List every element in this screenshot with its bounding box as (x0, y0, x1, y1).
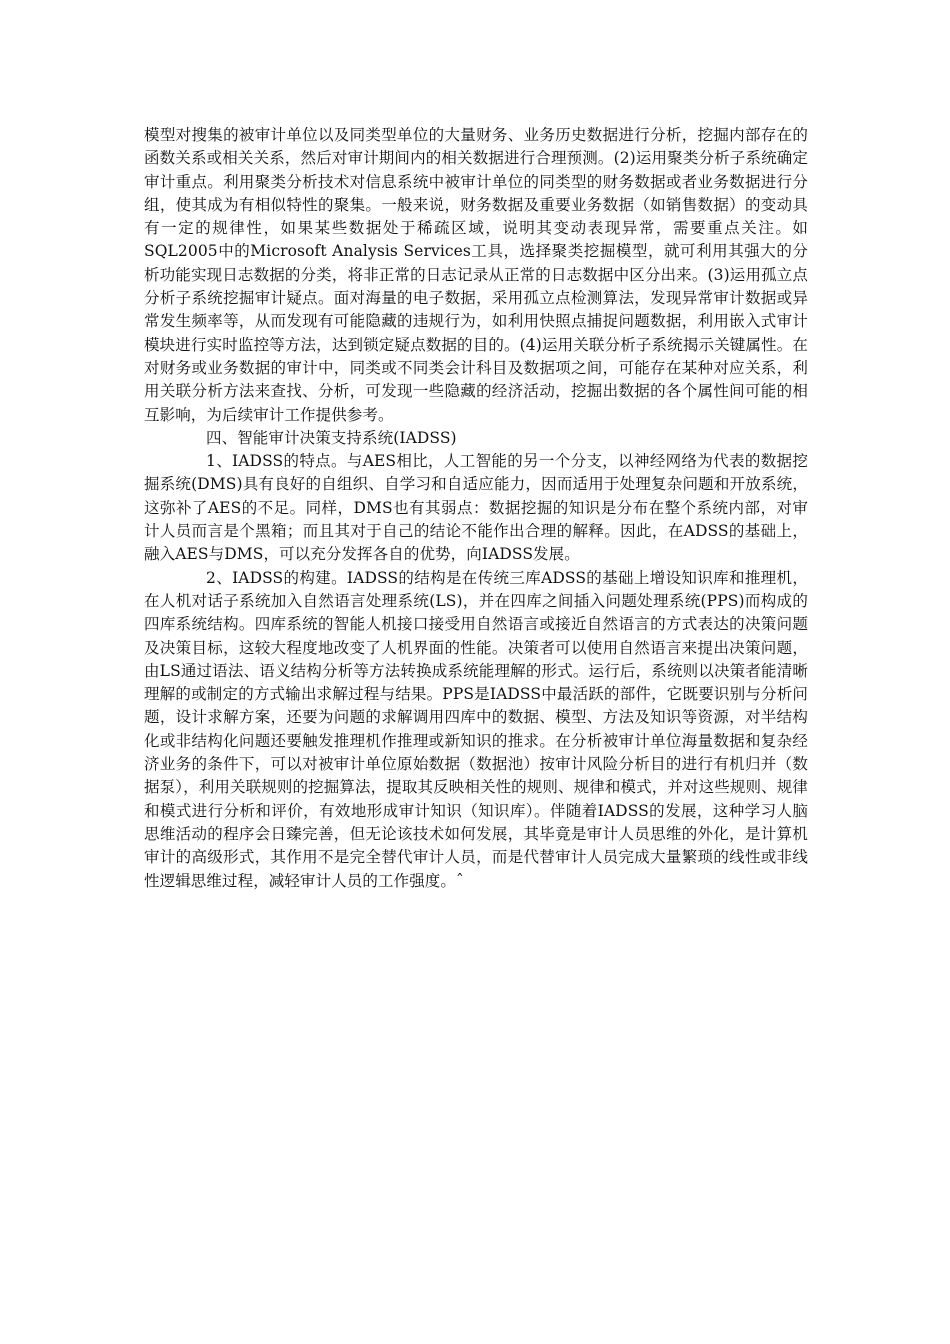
section-heading-iadss: 四、智能审计决策支持系统(IADSS) (206, 428, 457, 447)
document-page (144, 124, 808, 893)
body-paragraph-iadss-construction: 2、IADSS的构建。IADSS的结构是在传统三库ADSS的基础上增设知识库和推理机，在人机对话子系统加入自然语言处理系统(LS)，并在四库之间插入问题处理系统(PPS)而构成的四库系统结构。四库系统的智能人机接口接受用自然语言或接近自然语言的方式表达的决策问题及决策目标，这较大程度地改变了人机界面的性能。决策者可以使用自然语言来提出决策问题，由LS通过语法、语义结构分析等方法转换成系统能理解的形式。运行后，系统则以决策者能清晰理解的或制定的方式输出求解过程与结果。PPS是IADSS中最活跃的部件，它既要识别与分析问题，设计求解方案，还要为问题的求解调用四库中的数据、模型、方法及知识等资源，对半结构化或非结构化问题还要触发推理机作推理或新知识的推求。在分析被审计单位海量数据和复杂经济业务的条件下，可以对被审计单位原始数据（数据池）按审计风险分析目的进行有机归并（数据泵），利用关联规则的挖掘算法，提取其反映相关性的规则、规律和模式，并对这些规则、规律和模式进行分析和评价，有效地形成审计知识（知识库）。伴随着IADSS的发展，这种学习人脑思维活动的程序会日臻完善，但无论该技术如何发展，其毕竟是审计人员思维的外化，是计算机审计的高级形式，其作用不是完全替代审计人员，而是代替审计人员完成大量繁琐的线性或非线性逻辑思维过程，减轻审计人员的工作强度。ˆ (144, 568, 808, 890)
body-paragraph-continuation: 模型对搜集的被审计单位以及同类型单位的大量财务、业务历史数据进行分析，挖掘内部存在的函数关系或相关关系，然后对审计期间内的相关数据进行合理预测。(2)运用聚类分析子系统确定审计重点。利用聚类分析技术对信息系统中被审计单位的同类型的财务数据或者业务数据进行分组，使其成为有相似特性的聚集。一般来说，财务数据及重要业务数据（如销售数据）的变动具有一定的规律性，如果某些数据处于稀疏区域，说明其变动表现异常，需要重点关注。如SQL2005中的Microsoft Analysis Services工具，选择聚类挖掘模型，就可利用其强大的分析功能实现日志数据的分类，将非正常的日志记录从正常的日志数据中区分出来。(3)运用孤立点分析子系统挖掘审计疑点。面对海量的电子数据，采用孤立点检测算法，发现异常审计数据或异常发生频率等，从而发现有可能隐藏的违规行为，如利用快照点捕捉问题数据，利用嵌入式审计模块进行实时监控等方法，达到锁定疑点数据的目的。(4)运用关联分析子系统揭示关键属性。在对财务或业务数据的审计中，同类或不同类会计科目及数据项之间，可能存在某种对应关系，利用关联分析方法来查找、分析，可发现一些隐藏的经济活动，挖掘出数据的各个属性间可能的相互影响，为后续审计工作提供参考。 (144, 126, 808, 424)
body-paragraph-iadss-features: 1、IADSS的特点。与AES相比，人工智能的另一个分支，以神经网络为代表的数据挖掘系统(DMS)具有良好的自组织、自学习和自适应能力，因而适用于处理复杂问题和开放系统，这弥补了AES的不足。同样，DMS也有其弱点：数据挖掘的知识是分布在整个系统内部，对审计人员而言是个黑箱；而且其对于自己的结论不能作出合理的解释。因此，在ADSS的基础上，融入AES与DMS，可以充分发挥各自的优势，向IADSS发展。 (144, 452, 808, 564)
